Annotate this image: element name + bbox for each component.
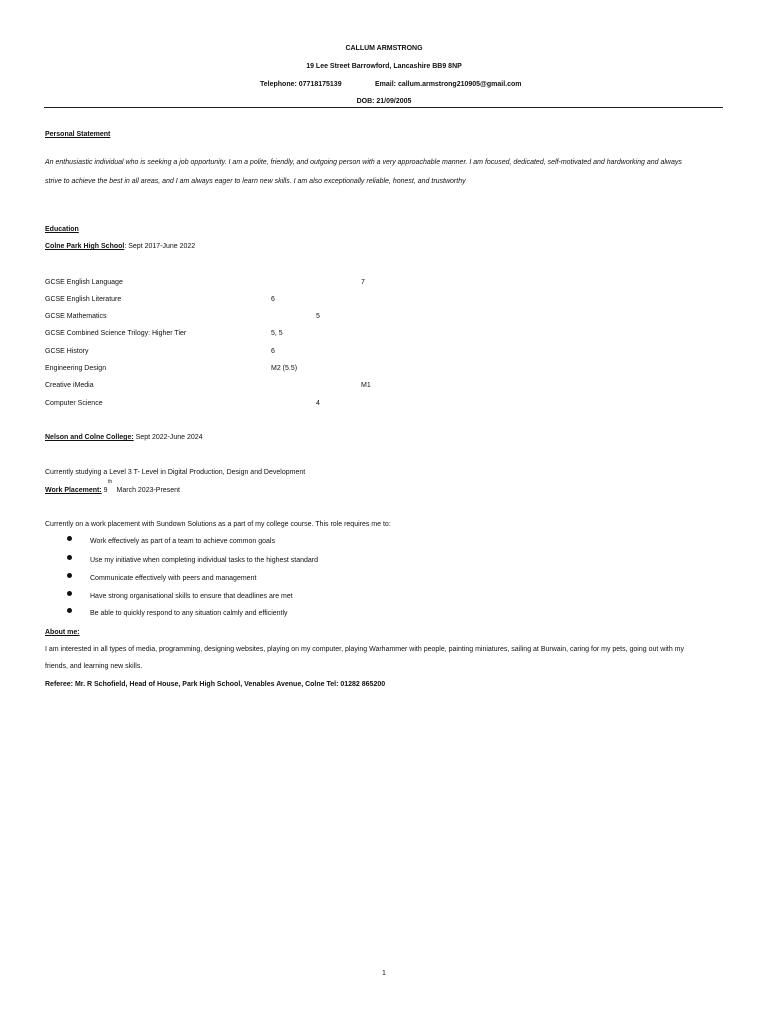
subject-grade: 6: [271, 296, 275, 303]
subject-grade: M1: [361, 382, 371, 389]
subject-grade: 7: [361, 279, 365, 286]
school-line: [45, 242, 195, 251]
subject-name: GCSE Combined Science Trilogy: Higher Tier: [45, 330, 187, 337]
work-placement-heading: Work Placement:: [45, 487, 102, 494]
college-line: [45, 433, 203, 442]
subject-grade: 6: [271, 348, 275, 355]
duty-item: Have strong organisational skills to ensure that deadlines are met: [90, 593, 293, 600]
email: Email: callum.armstrong210905@gmail.com: [375, 81, 522, 88]
telephone: Telephone: 07718175139: [260, 81, 342, 88]
bullet-icon: [67, 573, 72, 578]
subject-name: GCSE History: [45, 348, 89, 355]
bullet-icon: [67, 608, 72, 613]
candidate-name: CALLUM ARMSTRONG: [345, 45, 423, 52]
duty-item: Work effectively as part of a team to achieve common goals: [90, 538, 275, 545]
college-dates: Sept 2022-June 2024: [133, 434, 203, 441]
date-of-birth: DOB: 21/09/2005: [356, 98, 412, 105]
education-heading: Education: [45, 226, 79, 233]
placement-intro: Currently on a work placement with Sundown Solutions as a part of my college course. This role requires me to:: [45, 521, 391, 528]
personal-statement-heading: Personal Statement: [45, 131, 111, 138]
work-placement-dates: March 2023-Present: [116, 487, 180, 494]
about-me-heading: About me:: [45, 629, 80, 636]
about-me-line-2: friends, and learning new skills.: [45, 663, 143, 670]
subject-name: Creative iMedia: [45, 382, 94, 389]
about-me-line-1: I am interested in all types of media, programming, designing websites, playing on my computer, playing Warhammer with people, painting miniatures, sailing at Burwain, caring for my pets, going out with my: [45, 646, 684, 653]
bullet-icon: [67, 536, 72, 541]
subject-name: Computer Science: [45, 400, 103, 407]
work-placement-day: 9: [101, 487, 108, 494]
page-number: 1: [382, 970, 386, 977]
bullet-icon: [67, 555, 72, 560]
duty-item: Be able to quickly respond to any situation calmly and efficiently: [90, 610, 288, 617]
current-studies: Currently studying a Level 3 T- Level in Digital Production, Design and Development: [45, 469, 306, 476]
work-placement-line: [45, 486, 180, 495]
school-name: Colne Park High School: [45, 243, 125, 250]
duty-item: Communicate effectively with peers and management: [90, 575, 257, 582]
subject-grade: 5, 5: [271, 330, 283, 337]
school-dates: Sept 2017-June 2022: [128, 243, 196, 250]
address: 19 Lee Street Barrowford, Lancashire BB9 8NP: [306, 63, 462, 70]
referee: Referee: Mr. R Schofield, Head of House, Park High School, Venables Avenue, Colne Tel: 01282 865200: [45, 681, 386, 688]
subject-name: GCSE Mathematics: [45, 313, 107, 320]
subject-name: GCSE English Literature: [45, 296, 122, 303]
subject-name: GCSE English Language: [45, 279, 123, 286]
personal-statement-line-2: strive to achieve the best in all areas, and I am always eager to learn new skills. I am also exceptionally reliable, honest, and trustworthy: [45, 178, 466, 185]
college-name: Nelson and Colne College:: [45, 434, 134, 441]
subject-name: Engineering Design: [45, 365, 107, 372]
subject-grade: 4: [316, 400, 320, 407]
bullet-icon: [67, 591, 72, 596]
subject-grade: M2 (5.5): [271, 365, 298, 372]
personal-statement-line-1: An enthusiastic individual who is seeking a job opportunity. I am a polite, friendly, and outgoing person with a very approachable manner. I am focused, dedicated, self-motivated and hardworking and always: [45, 159, 682, 166]
school-suffix: :: [124, 243, 129, 250]
duty-item: Use my initiative when completing individual tasks to the highest standard: [90, 557, 319, 564]
day-superscript: th: [108, 479, 113, 485]
header-divider: [44, 107, 723, 108]
subject-grade: 5: [316, 313, 320, 320]
